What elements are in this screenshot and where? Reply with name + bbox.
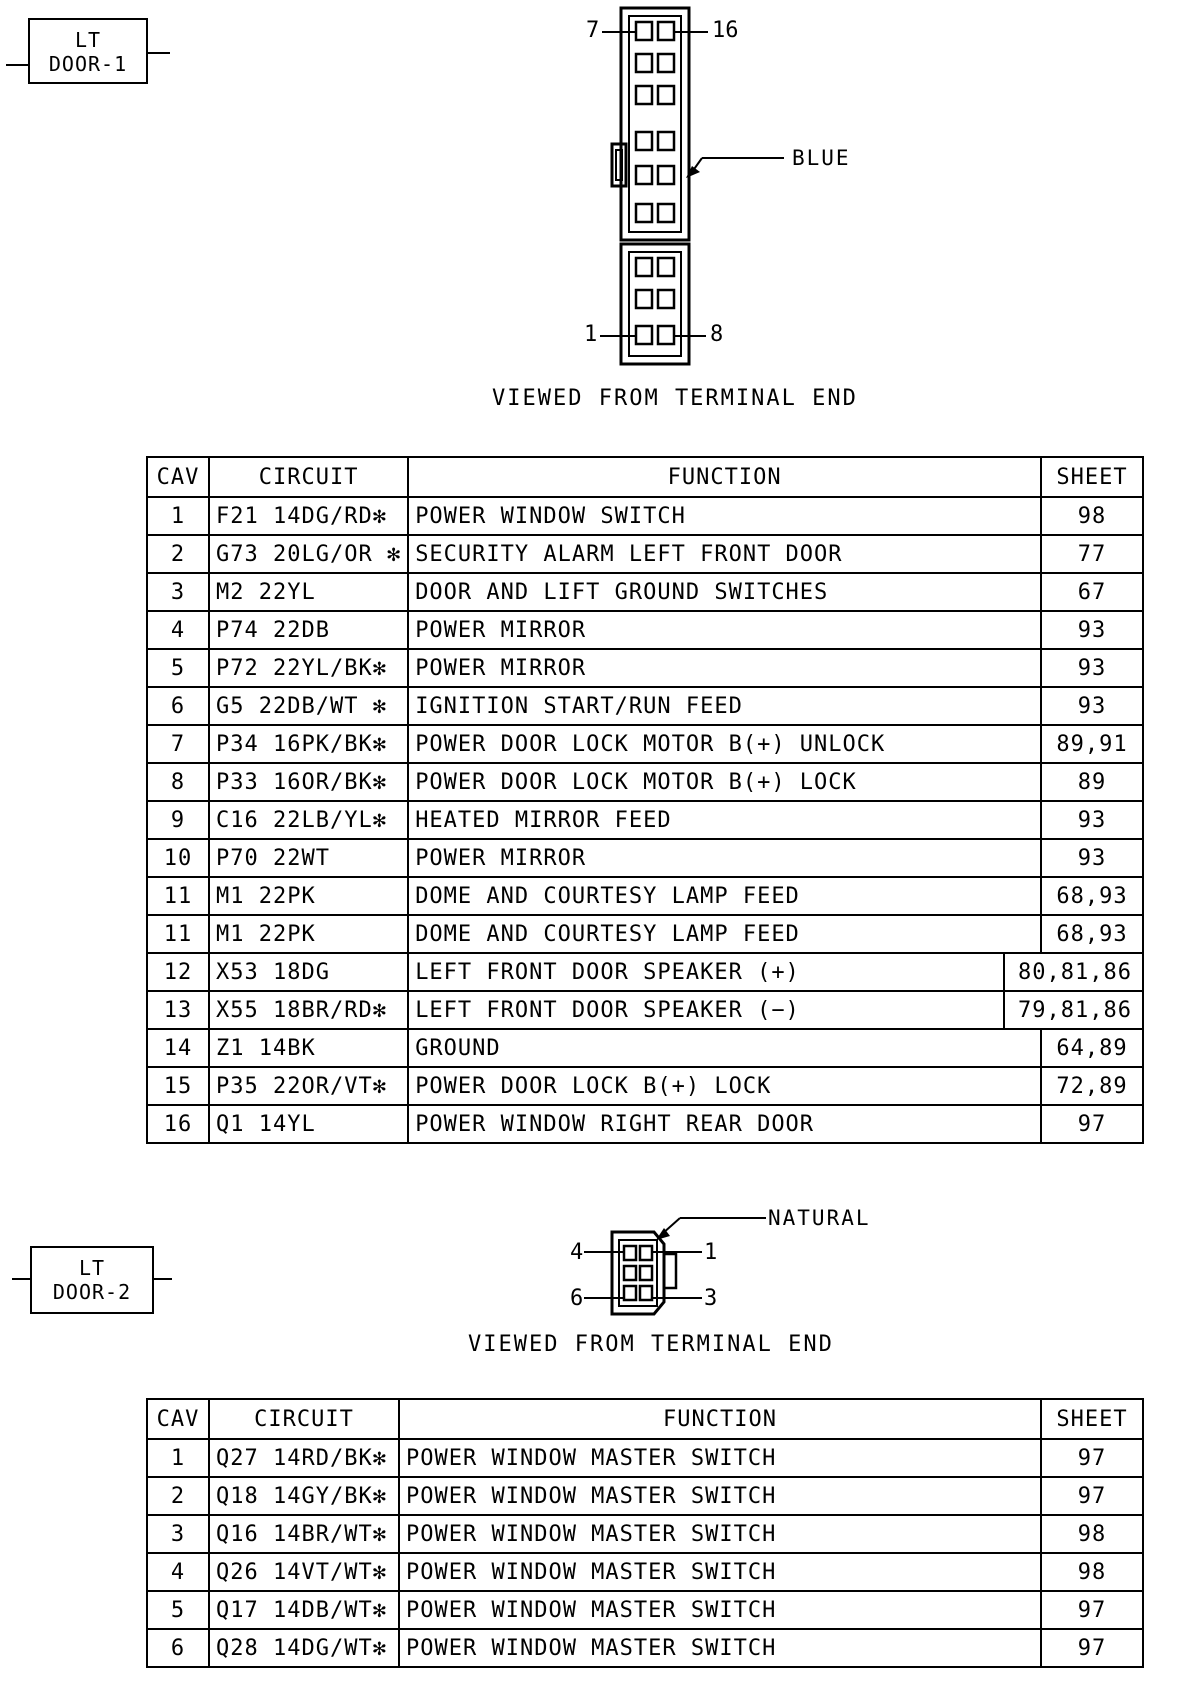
- function-cell: POWER MIRROR: [408, 839, 1041, 877]
- pin-label-1: 1: [584, 322, 598, 347]
- circuit-cell: G5 22DB/WT ✻: [209, 687, 408, 725]
- cav-cell: 5: [147, 649, 209, 687]
- function-cell: DOME AND COURTESY LAMP FEED: [408, 877, 1041, 915]
- sheet-cell: 97: [1041, 1591, 1143, 1629]
- circuit-cell: P72 22YL/BK✻: [209, 649, 408, 687]
- table-header-row: [147, 1399, 1143, 1439]
- pin-label-4: 4: [570, 1240, 584, 1265]
- label-line-1: LT: [78, 1256, 106, 1280]
- sheet-cell: 80,81,86: [1004, 953, 1143, 991]
- circuit-cell: M2 22YL: [209, 573, 408, 611]
- table-row: [147, 1439, 1143, 1477]
- cav-cell: 11: [147, 915, 209, 953]
- function-cell: DOME AND COURTESY LAMP FEED: [408, 915, 1041, 953]
- sheet-cell: 64,89: [1041, 1029, 1143, 1067]
- label-line-2: DOOR-2: [52, 1280, 132, 1304]
- cav-cell: 14: [147, 1029, 209, 1067]
- table-row: [147, 1067, 1143, 1105]
- connector-1-pin-table: [146, 456, 1144, 1144]
- connector-1-upper-cavities: [636, 22, 674, 222]
- connector-1-upper-inner: [629, 16, 681, 232]
- pin-label-7: 7: [586, 18, 600, 43]
- circuit-cell: Q17 14DB/WT✻: [209, 1591, 399, 1629]
- connector-1-color: BLUE: [792, 146, 851, 170]
- cav-cell: 4: [147, 1553, 209, 1591]
- table-row: [147, 953, 1143, 991]
- connector-2-cavities: [624, 1246, 652, 1300]
- circuit-cell: C16 22LB/YL✻: [209, 801, 408, 839]
- pin-label-1-c2: 1: [704, 1240, 718, 1265]
- sheet-cell: 79,81,86: [1004, 991, 1143, 1029]
- cav-cell: 3: [147, 1515, 209, 1553]
- cav-cell: 13: [147, 991, 209, 1029]
- circuit-cell: Q27 14RD/BK✻: [209, 1439, 399, 1477]
- connector-1-drawing: [600, 8, 784, 364]
- label-2-lead-right: [154, 1278, 172, 1280]
- connector-label-lt-door-2: [30, 1246, 154, 1314]
- circuit-cell: P70 22WT: [209, 839, 408, 877]
- sheet-cell: 67: [1041, 573, 1143, 611]
- table-row: [147, 1515, 1143, 1553]
- table-row: [147, 763, 1143, 801]
- cav-cell: 2: [147, 1477, 209, 1515]
- connector-1-lower-housing: [621, 244, 689, 364]
- connector-1-lower-cavities: [636, 258, 674, 344]
- circuit-cell: P74 22DB: [209, 611, 408, 649]
- cav-cell: 16: [147, 1105, 209, 1143]
- sheet-cell: 98: [1041, 1515, 1143, 1553]
- connector-2-color: NATURAL: [768, 1206, 871, 1230]
- function-cell: POWER WINDOW MASTER SWITCH: [399, 1553, 1041, 1591]
- cav-cell: 12: [147, 953, 209, 991]
- circuit-cell: G73 20LG/OR ✻: [209, 535, 408, 573]
- table-row: [147, 535, 1143, 573]
- header-function: FUNCTION: [399, 1399, 1041, 1439]
- function-cell: POWER WINDOW MASTER SWITCH: [399, 1629, 1041, 1667]
- cav-cell: 1: [147, 497, 209, 535]
- function-cell: POWER WINDOW MASTER SWITCH: [399, 1515, 1041, 1553]
- pin-label-3: 3: [704, 1286, 718, 1311]
- connector-1-latch-inner: [616, 150, 622, 180]
- sheet-cell: 97: [1041, 1477, 1143, 1515]
- connector-2-pin-table: [146, 1398, 1144, 1668]
- function-cell: SECURITY ALARM LEFT FRONT DOOR: [408, 535, 1041, 573]
- header-sheet: SHEET: [1041, 457, 1143, 497]
- header-function: FUNCTION: [408, 457, 1041, 497]
- function-cell: LEFT FRONT DOOR SPEAKER (−): [408, 991, 1004, 1029]
- circuit-cell: Q16 14BR/WT✻: [209, 1515, 399, 1553]
- table-row: [147, 649, 1143, 687]
- connector-2-view-caption: VIEWED FROM TERMINAL END: [468, 1332, 834, 1357]
- label-line-1: LT: [74, 28, 102, 52]
- sheet-cell: 98: [1041, 497, 1143, 535]
- cav-cell: 3: [147, 573, 209, 611]
- table-row: [147, 725, 1143, 763]
- function-cell: POWER DOOR LOCK B(+) LOCK: [408, 1067, 1041, 1105]
- connector-2-drawing: [584, 1218, 766, 1314]
- table-row: [147, 839, 1143, 877]
- table-row: [147, 497, 1143, 535]
- pin-label-6: 6: [570, 1286, 584, 1311]
- function-cell: IGNITION START/RUN FEED: [408, 687, 1041, 725]
- connector-2-latch: [664, 1254, 676, 1288]
- header-circuit: CIRCUIT: [209, 457, 408, 497]
- cav-cell: 9: [147, 801, 209, 839]
- circuit-cell: X53 18DG: [209, 953, 408, 991]
- cav-cell: 15: [147, 1067, 209, 1105]
- sheet-cell: 68,93: [1041, 915, 1143, 953]
- table-row: [147, 801, 1143, 839]
- cav-cell: 6: [147, 1629, 209, 1667]
- cav-cell: 10: [147, 839, 209, 877]
- function-cell: POWER MIRROR: [408, 649, 1041, 687]
- cav-cell: 5: [147, 1591, 209, 1629]
- function-cell: POWER WINDOW RIGHT REAR DOOR: [408, 1105, 1041, 1143]
- function-cell: POWER WINDOW MASTER SWITCH: [399, 1439, 1041, 1477]
- header-circuit: CIRCUIT: [209, 1399, 399, 1439]
- connector-1-view-caption: VIEWED FROM TERMINAL END: [492, 386, 858, 411]
- table-header-row: [147, 457, 1143, 497]
- circuit-cell: X55 18BR/RD✻: [209, 991, 408, 1029]
- sheet-cell: 97: [1041, 1629, 1143, 1667]
- function-cell: DOOR AND LIFT GROUND SWITCHES: [408, 573, 1041, 611]
- table-row: [147, 1629, 1143, 1667]
- cav-cell: 1: [147, 1439, 209, 1477]
- connector-1-upper-housing: [621, 8, 689, 240]
- circuit-cell: Q1 14YL: [209, 1105, 408, 1143]
- table-row: [147, 991, 1143, 1029]
- table-row: [147, 687, 1143, 725]
- circuit-cell: Q26 14VT/WT✻: [209, 1553, 399, 1591]
- sheet-cell: 72,89: [1041, 1067, 1143, 1105]
- table-row: [147, 877, 1143, 915]
- circuit-cell: P35 22OR/VT✻: [209, 1067, 408, 1105]
- circuit-cell: Q18 14GY/BK✻: [209, 1477, 399, 1515]
- sheet-cell: 93: [1041, 687, 1143, 725]
- sheet-cell: 68,93: [1041, 877, 1143, 915]
- circuit-cell: M1 22PK: [209, 877, 408, 915]
- circuit-cell: Z1 14BK: [209, 1029, 408, 1067]
- function-cell: POWER WINDOW MASTER SWITCH: [399, 1477, 1041, 1515]
- table-row: [147, 915, 1143, 953]
- function-cell: POWER DOOR LOCK MOTOR B(+) LOCK: [408, 763, 1041, 801]
- function-cell: POWER WINDOW SWITCH: [408, 497, 1041, 535]
- sheet-cell: 93: [1041, 839, 1143, 877]
- label-line-2: DOOR-1: [48, 52, 128, 76]
- function-cell: POWER MIRROR: [408, 611, 1041, 649]
- table-row: [147, 573, 1143, 611]
- table-row: [147, 1553, 1143, 1591]
- sheet-cell: 98: [1041, 1553, 1143, 1591]
- table-row: [147, 611, 1143, 649]
- header-sheet: SHEET: [1041, 1399, 1143, 1439]
- table-row: [147, 1029, 1143, 1067]
- function-cell: LEFT FRONT DOOR SPEAKER (+): [408, 953, 1004, 991]
- sheet-cell: 89: [1041, 763, 1143, 801]
- pin-label-8: 8: [710, 322, 724, 347]
- circuit-cell: P33 16OR/BK✻: [209, 763, 408, 801]
- circuit-cell: Q28 14DG/WT✻: [209, 1629, 399, 1667]
- header-cav: CAV: [147, 457, 209, 497]
- function-cell: GROUND: [408, 1029, 1041, 1067]
- circuit-cell: F21 14DG/RD✻: [209, 497, 408, 535]
- table-row: [147, 1105, 1143, 1143]
- pin-label-16: 16: [712, 18, 739, 43]
- cav-cell: 8: [147, 763, 209, 801]
- sheet-cell: 93: [1041, 611, 1143, 649]
- cav-cell: 4: [147, 611, 209, 649]
- circuit-cell: M1 22PK: [209, 915, 408, 953]
- cav-cell: 2: [147, 535, 209, 573]
- label-2-lead-left: [12, 1278, 32, 1280]
- cav-cell: 6: [147, 687, 209, 725]
- cav-cell: 7: [147, 725, 209, 763]
- cav-cell: 11: [147, 877, 209, 915]
- function-cell: POWER WINDOW MASTER SWITCH: [399, 1591, 1041, 1629]
- table-row: [147, 1477, 1143, 1515]
- sheet-cell: 77: [1041, 535, 1143, 573]
- circuit-cell: P34 16PK/BK✻: [209, 725, 408, 763]
- sheet-cell: 89,91: [1041, 725, 1143, 763]
- sheet-cell: 97: [1041, 1439, 1143, 1477]
- function-cell: POWER DOOR LOCK MOTOR B(+) UNLOCK: [408, 725, 1041, 763]
- header-cav: CAV: [147, 1399, 209, 1439]
- sheet-cell: 97: [1041, 1105, 1143, 1143]
- sheet-cell: 93: [1041, 649, 1143, 687]
- function-cell: HEATED MIRROR FEED: [408, 801, 1041, 839]
- table-row: [147, 1591, 1143, 1629]
- sheet-cell: 93: [1041, 801, 1143, 839]
